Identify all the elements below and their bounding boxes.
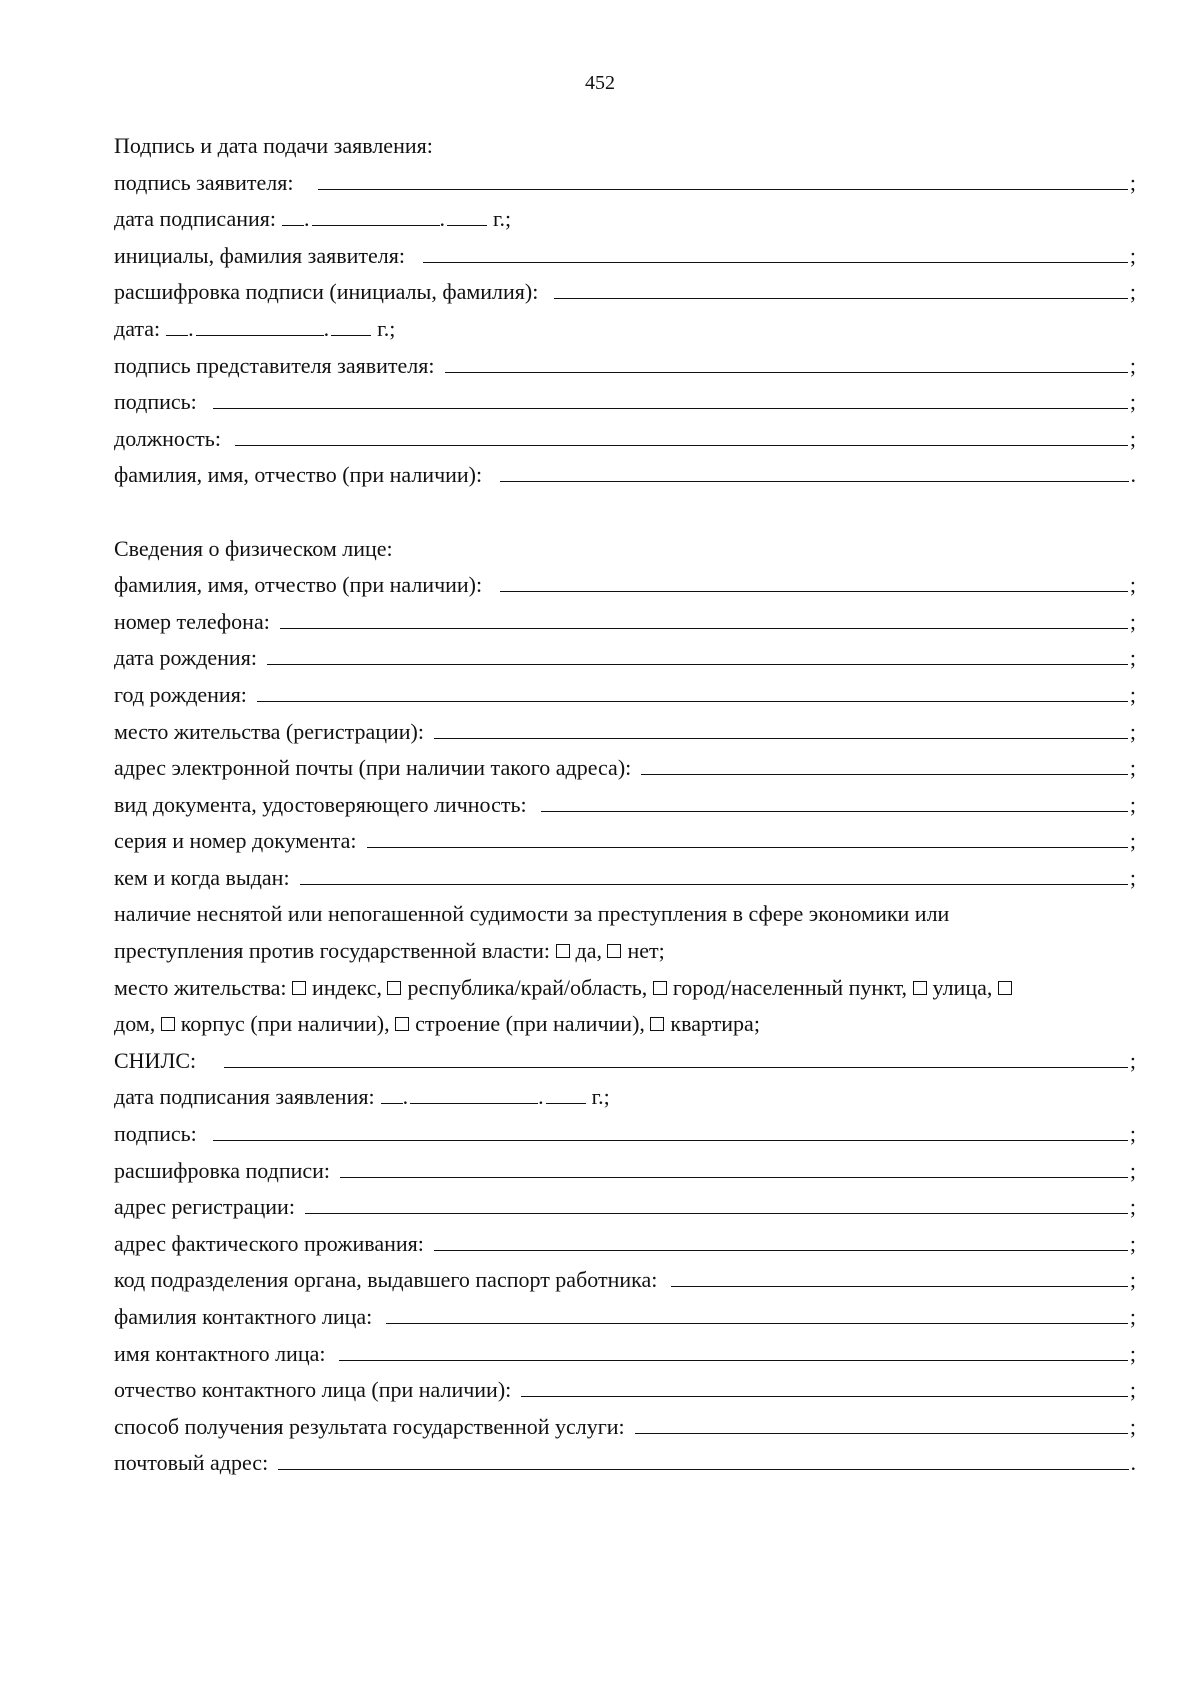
birth-year-field[interactable] (257, 679, 1128, 702)
residence-city-label: город/населенный пункт, (672, 974, 908, 1000)
row-semicolon: ; (1129, 242, 1136, 268)
postal-address-field[interactable] (278, 1447, 1128, 1470)
passport-unit-code-field[interactable] (671, 1264, 1128, 1287)
row-semicolon: ; (1129, 389, 1136, 415)
residence-apartment-checkbox[interactable] (650, 1017, 664, 1031)
residence-parts-row-1 (114, 970, 1136, 1007)
conviction-text-line1: наличие неснятой или непогашенной судимости за преступления в сфере экономики или (114, 901, 950, 927)
row-semicolon: ; (1129, 645, 1136, 671)
section1-title: Подпись и дата подачи заявления: (114, 133, 433, 158)
conviction-row-2 (114, 933, 1136, 970)
residence-building-label: корпус (при наличии), (180, 1011, 390, 1037)
residence-parts-label: место жительства: (114, 974, 287, 1000)
phone-label: номер телефона: (114, 608, 270, 634)
person-full-name-field[interactable] (500, 569, 1128, 592)
birth-date-field[interactable] (267, 642, 1128, 665)
representative-signature-label: подпись представителя заявителя: (114, 352, 435, 378)
contact-surname-field[interactable] (386, 1301, 1128, 1324)
form-content (114, 128, 1136, 1482)
doc-series-row (114, 823, 1136, 860)
row-semicolon: ; (1129, 352, 1136, 378)
email-row (114, 750, 1136, 787)
date-dot: . (538, 1084, 544, 1110)
signature-field[interactable] (213, 386, 1128, 409)
contact-patronymic-row (114, 1372, 1136, 1409)
section1-title-row (114, 128, 1136, 165)
row-semicolon: ; (1129, 169, 1136, 195)
person-signature-label: подпись: (114, 1121, 197, 1147)
postal-address-label: почтовый адрес: (114, 1450, 269, 1476)
contact-name-row (114, 1336, 1136, 1373)
person-full-name-row (114, 567, 1136, 604)
row-semicolon: ; (1129, 1121, 1136, 1147)
snils-row (114, 1043, 1136, 1080)
conviction-no-label: нет; (627, 938, 665, 964)
actual-address-label: адрес фактического проживания: (114, 1230, 424, 1256)
doc-series-number-label: серия и номер документа: (114, 828, 357, 854)
section2-title: Сведения о физическом лице: (114, 535, 393, 561)
signature-decode-label: расшифровка подписи (инициалы, фамилия): (114, 279, 539, 305)
phone-field[interactable] (280, 606, 1128, 629)
conviction-yes-label: да, (575, 938, 602, 964)
signature-decode-row (114, 274, 1136, 311)
person-signature-decode-label: расшифровка подписи: (114, 1157, 331, 1183)
postal-address-row (114, 1445, 1136, 1482)
id-doc-type-field[interactable] (541, 789, 1128, 812)
row-semicolon: ; (1129, 1230, 1136, 1256)
residence-region-label: республика/край/область, (407, 974, 648, 1000)
year-suffix: г.; (493, 206, 512, 232)
row-semicolon: ; (1129, 864, 1136, 890)
application-date-year-field[interactable] (546, 1081, 586, 1104)
row-period: . (1130, 462, 1136, 488)
date-row (114, 311, 1136, 348)
date-dot: . (304, 206, 310, 232)
conviction-no-checkbox[interactable] (607, 944, 621, 958)
birth-year-row (114, 677, 1136, 714)
date-day-field[interactable] (166, 313, 188, 336)
row-semicolon: ; (1129, 755, 1136, 781)
person-signature-field[interactable] (213, 1118, 1128, 1141)
conviction-text-line2: преступления против государственной власти: (114, 938, 551, 964)
date-dot: . (402, 1084, 409, 1110)
applicant-name-row (114, 238, 1136, 275)
residence-index-label: индекс, (312, 974, 382, 1000)
snils-label: СНИЛС: (114, 1047, 197, 1073)
birth-date-label: дата рождения: (114, 645, 257, 671)
date-dot: . (439, 206, 445, 232)
email-field[interactable] (641, 752, 1128, 775)
signing-date-day-field[interactable] (282, 203, 304, 226)
signature-decode-field[interactable] (554, 276, 1128, 299)
signature-label: подпись: (114, 389, 197, 415)
person-signature-row (114, 1116, 1136, 1153)
applicant-name-label: инициалы, фамилия заявителя: (114, 242, 405, 268)
result-method-label: способ получения результата государственной услуги: (114, 1413, 625, 1439)
full-name-row (114, 457, 1136, 494)
phone-row (114, 604, 1136, 641)
row-semicolon: ; (1129, 608, 1136, 634)
signing-date-month-field[interactable] (312, 203, 440, 226)
actual-address-field[interactable] (434, 1228, 1128, 1251)
row-semicolon: ; (1129, 1304, 1136, 1329)
contact-surname-row (114, 1299, 1136, 1336)
applicant-signature-field[interactable] (318, 167, 1128, 190)
birth-year-label: год рождения: (114, 681, 247, 707)
section-gap (114, 494, 1136, 531)
signing-date-label: дата подписания: (114, 206, 276, 232)
residence-parts-row-2 (114, 1006, 1136, 1043)
birth-date-row (114, 640, 1136, 677)
applicant-name-field[interactable] (423, 240, 1128, 263)
position-label: должность: (114, 425, 221, 451)
residence-house-checkbox[interactable] (998, 981, 1012, 995)
snils-field[interactable] (224, 1045, 1128, 1068)
representative-signature-field[interactable] (445, 350, 1128, 373)
signing-date-year-field[interactable] (447, 203, 487, 226)
contact-patronymic-field[interactable] (521, 1374, 1128, 1397)
row-semicolon: ; (1129, 791, 1136, 817)
contact-name-field[interactable] (339, 1338, 1127, 1361)
result-method-field[interactable] (635, 1411, 1128, 1434)
date-year-field[interactable] (331, 313, 371, 336)
actual-address-row (114, 1226, 1136, 1263)
row-semicolon: ; (1129, 718, 1136, 744)
representative-signature-row (114, 348, 1136, 385)
row-semicolon: ; (1129, 1377, 1136, 1403)
page-number: 452 (585, 72, 615, 94)
contact-patronymic-label: отчество контактного лица (при наличии): (114, 1377, 512, 1403)
date-month-field[interactable] (196, 313, 324, 336)
residence-structure-checkbox[interactable] (395, 1017, 409, 1031)
contact-surname-label: фамилия контактного лица: (114, 1304, 373, 1329)
row-semicolon: ; (1129, 1267, 1136, 1293)
person-signature-decode-row (114, 1153, 1136, 1190)
row-semicolon: ; (1129, 1157, 1136, 1183)
year-suffix: г.; (377, 315, 396, 341)
row-semicolon: ; (1129, 1047, 1136, 1073)
application-date-month-field[interactable] (410, 1081, 538, 1104)
residence-house-label: дом, (114, 1011, 156, 1037)
row-semicolon: ; (1129, 572, 1136, 598)
residence-city-checkbox[interactable] (653, 981, 667, 995)
application-signing-date-label: дата подписания заявления: (114, 1084, 375, 1110)
position-row (114, 421, 1136, 458)
residence-street-checkbox[interactable] (913, 981, 927, 995)
row-semicolon: ; (1129, 279, 1136, 305)
application-date-day-field[interactable] (381, 1081, 403, 1104)
residence-index-checkbox[interactable] (292, 981, 306, 995)
doc-series-number-field[interactable] (367, 825, 1128, 848)
registration-address-row (114, 1189, 1136, 1226)
registration-address-field[interactable] (305, 1191, 1128, 1214)
result-method-row (114, 1409, 1136, 1446)
passport-unit-code-label: код подразделения органа, выдавшего паспорт работника: (114, 1267, 658, 1293)
row-semicolon: ; (1129, 828, 1136, 854)
date-label: дата: (114, 315, 161, 341)
residence-label: место жительства (регистрации): (114, 718, 424, 744)
conviction-yes-checkbox[interactable] (556, 944, 570, 958)
signing-date-row (114, 201, 1136, 238)
full-name-field[interactable] (500, 459, 1128, 482)
full-name-label: фамилия, имя, отчество (при наличии): (114, 462, 483, 488)
residence-apartment-label: квартира; (670, 1011, 760, 1037)
signature-row (114, 384, 1136, 421)
issued-by-field[interactable] (300, 862, 1128, 885)
row-semicolon: ; (1129, 1194, 1136, 1220)
id-doc-type-row (114, 787, 1136, 824)
residence-street-label: улица, (932, 974, 993, 1000)
date-dot: . (323, 315, 330, 341)
year-suffix: г.; (591, 1084, 610, 1110)
applicant-signature-label: подпись заявителя: (114, 169, 294, 195)
residence-region-checkbox[interactable] (387, 981, 401, 995)
residence-building-checkbox[interactable] (161, 1017, 175, 1031)
issued-by-row (114, 860, 1136, 897)
position-field[interactable] (235, 423, 1128, 446)
conviction-row-1 (114, 896, 1136, 933)
residence-row (114, 714, 1136, 751)
passport-unit-code-row (114, 1262, 1136, 1299)
row-semicolon: ; (1129, 681, 1136, 707)
issued-by-label: кем и когда выдан: (114, 864, 290, 890)
row-semicolon: ; (1129, 1413, 1136, 1439)
email-label: адрес электронной почты (при наличии такого адреса): (114, 755, 632, 781)
row-period: . (1130, 1450, 1136, 1476)
residence-structure-label: строение (при наличии), (415, 1011, 645, 1037)
registration-address-label: адрес регистрации: (114, 1194, 295, 1220)
section2-title-row (114, 531, 1136, 568)
id-doc-type-label: вид документа, удостоверяющего личность: (114, 791, 527, 817)
applicant-signature-row (114, 165, 1136, 202)
date-dot: . (188, 315, 194, 341)
application-signing-date-row (114, 1079, 1136, 1116)
contact-name-label: имя контактного лица: (114, 1340, 326, 1366)
row-semicolon: ; (1129, 425, 1136, 451)
residence-field[interactable] (434, 716, 1128, 739)
person-full-name-label: фамилия, имя, отчество (при наличии): (114, 572, 483, 598)
person-signature-decode-field[interactable] (340, 1155, 1128, 1178)
row-semicolon: ; (1129, 1340, 1136, 1366)
